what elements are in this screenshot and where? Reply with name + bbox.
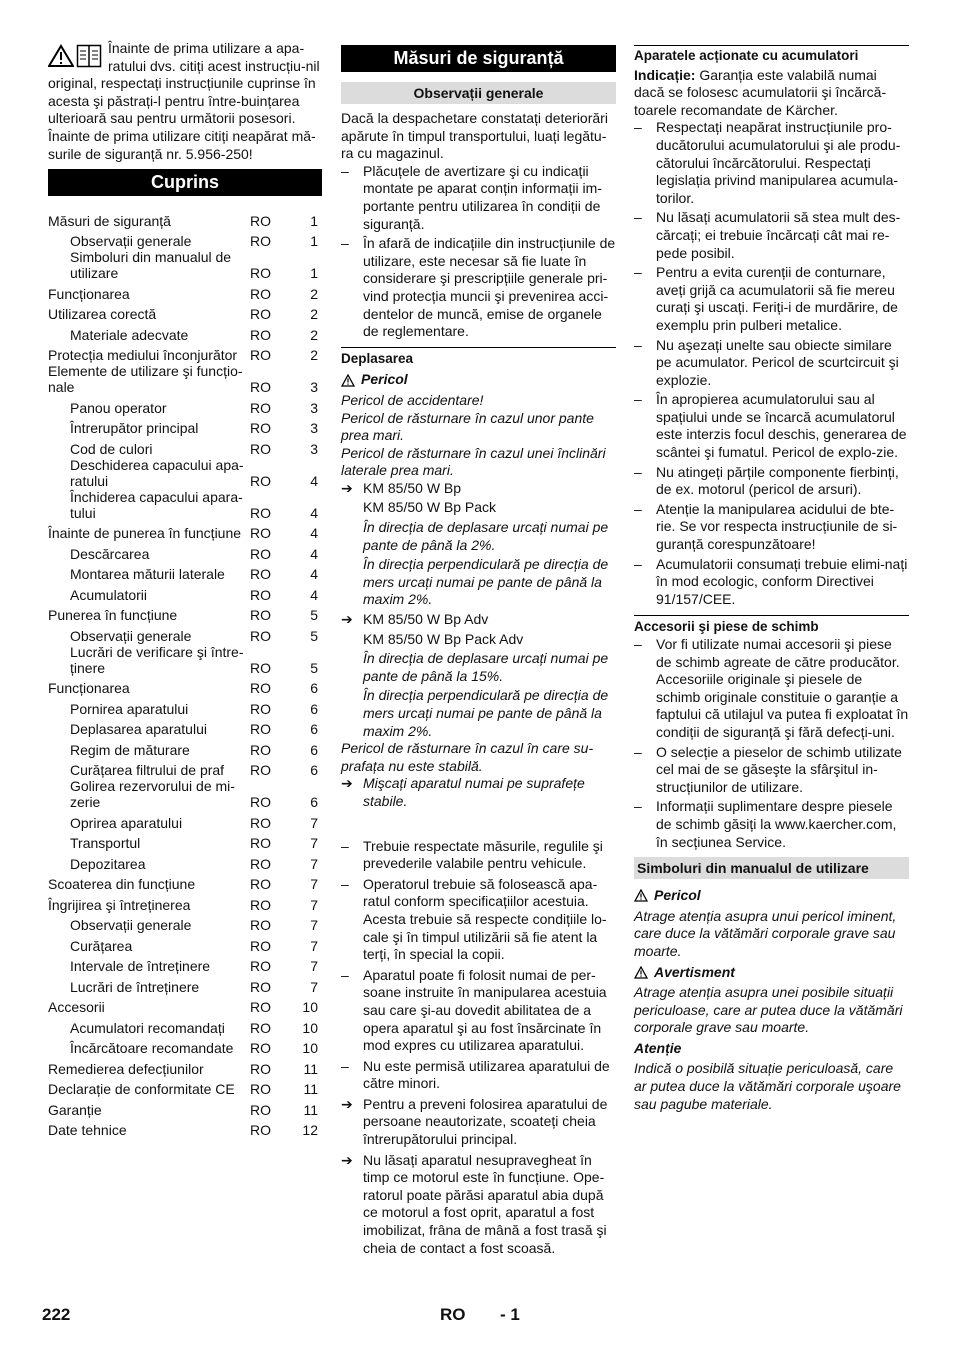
warning-triangle-icon	[634, 966, 648, 979]
travel-danger-label: Pericol	[361, 371, 408, 388]
toc-entry[interactable]	[48, 831, 322, 852]
danger-line: Pericol de răsturnare în cazul unei înclinări laterale prea mari.	[341, 444, 606, 479]
toc-entry[interactable]	[48, 1036, 322, 1057]
symbol-warning	[634, 964, 909, 982]
list-item: – Vor fi utilizate numai accesorii şi piese de schimb agreate de către producător. Accesoriile originale şi piesele de schimb originale constituie o garanție a faptului că utilajul va putea fi exploatat în condiții de siguranță şi fără defecți-uni.	[634, 636, 909, 740]
danger-triangle-icon	[341, 374, 355, 387]
toc-entry-title: Date tehnice	[48, 1122, 127, 1139]
symbols-heading: Simboluri din manualul de utilizare	[634, 857, 909, 879]
model-b-1: KM 85/50 W Bp Adv	[363, 611, 489, 628]
toc-entry-page: 6	[310, 700, 318, 717]
toc-entry-page: 7	[310, 917, 318, 934]
toc-entry[interactable]	[48, 933, 322, 954]
toc-entry-page: 1	[310, 265, 318, 282]
toc-entry[interactable]	[48, 208, 322, 229]
toc-entry-title: Transportul	[70, 835, 141, 852]
toc-entry[interactable]	[48, 281, 322, 302]
toc-entry-lang: RO	[250, 659, 271, 676]
dash-bullet: –	[634, 336, 642, 353]
toc-entry-page: 6	[310, 762, 318, 779]
symbol-caution-text: Indică o posibilă situație periculoasă, care ar putea duce la vătămări corporale uşoare sau pagube materiale.	[634, 1060, 901, 1112]
toc-entry-page: 4	[310, 586, 318, 603]
toc-entry-title: Utilizarea corectă	[48, 306, 157, 323]
toc-entry-lang: RO	[250, 1081, 271, 1098]
toc-entry-lang: RO	[250, 607, 271, 624]
intro-icons	[48, 44, 102, 68]
dash-bullet: –	[341, 837, 349, 854]
toc-entry-title: Panou operator	[70, 399, 167, 416]
toc-entry-lang: RO	[250, 545, 271, 562]
toc-entry-title: Scoaterea din funcțiune	[48, 876, 196, 893]
dash-bullet: –	[341, 235, 349, 252]
danger-line: Pericol de răsturnare în cazul unor pante prea mari.	[341, 409, 594, 444]
column-left	[48, 40, 322, 1138]
footer-section-page: - 1	[500, 1305, 520, 1324]
symbol-caution-label: Atenție	[634, 1039, 682, 1056]
toc-entry-page: 7	[310, 978, 318, 995]
toc-entry[interactable]	[48, 778, 322, 810]
toc-entry-page: 3	[310, 420, 318, 437]
toc-entry-title: Oprirea aparatului	[70, 814, 183, 831]
intro-text: Înainte de prima utilizare a apa-ratului dvs. citiți acest instrucțiu-nil original, respectați instrucțiunile cuprinse în acesta şi păstrați-l pentru între-buințarea ulterioară sau pentru următorii posesori.	[48, 40, 320, 127]
intro-block	[48, 40, 322, 163]
toc-entry-lang: RO	[250, 1019, 271, 1036]
general-paragraph: Dacă la despachetare constatați deteriorări apărute în timpul transportului, luați legătu-ra cu magazinul.	[341, 110, 608, 162]
toc-entry[interactable]	[48, 676, 322, 697]
toc-entry-lang: RO	[250, 265, 271, 282]
list-item: – Acumulatorii consumați trebuie elimi-nați în mod ecologic, conform Directivei 91/157/CEE.	[634, 555, 908, 607]
list-item: – Operatorul trebuie să folosească apa-ratul conform specificațiilor acestuia. Acesta trebuie să respecte condițiile lo-cale şi în timpul utilizării să fie atent la terți, în special la copii.	[341, 875, 607, 963]
column-middle	[341, 40, 616, 1257]
toc-entry-page: 10	[302, 1040, 318, 1057]
toc-entry-page: 7	[310, 896, 318, 913]
toc-entry-page: 2	[310, 326, 318, 343]
arrow-icon: ➔	[341, 775, 353, 792]
toc-entry[interactable]	[48, 322, 322, 343]
toc-entry-lang: RO	[250, 896, 271, 913]
model-b-2: KM 85/50 W Bp Pack Adv	[363, 630, 524, 647]
toc-entry-lang: RO	[250, 876, 271, 893]
dash-bullet: –	[634, 555, 642, 572]
list-item: – Aparatul poate fi folosit numai de per-soane instruite în manipularea acestuia sau care şi-au dovedit abilitatea de a opera aparatul şi au fost însărcinate în mod expres cu utilizarea aparatului.	[341, 966, 607, 1054]
model-a-note1: În direcția de deplasare urcați numai pe pante de până la 2%.	[363, 519, 609, 553]
toc-entry-lang: RO	[250, 212, 271, 229]
arrow-icon: ➔	[341, 611, 353, 628]
toc-entry-lang: RO	[250, 420, 271, 437]
model-a-note2: În direcția perpendiculară pe direcția de mers urcați numai pe pante de până la maxim 2%.	[363, 556, 609, 608]
dash-bullet: –	[341, 1057, 349, 1074]
toc-heading: Cuprins	[48, 169, 322, 196]
toc-entry-page: 6	[310, 680, 318, 697]
toc-entry-lang: RO	[250, 741, 271, 758]
list-item: – În afară de indicațiile din instrucțiunile de utilizare, este necesar să fie luate în considerare şi prescripțiile generale pri-vind protecția muncii şi prevenirea acci-dentelor de muncă, emise de organele de reglementare.	[341, 235, 616, 340]
column-right	[634, 40, 909, 1113]
toc-entry-lang: RO	[250, 917, 271, 934]
travel-section	[341, 347, 616, 1258]
toc-entry[interactable]	[48, 995, 322, 1016]
toc-entry[interactable]	[48, 623, 322, 644]
table-of-contents	[48, 208, 322, 1138]
toc-entry-title: Funcționarea	[48, 680, 130, 697]
toc-entry-page: 7	[310, 958, 318, 975]
toc-entry-lang: RO	[250, 233, 271, 250]
list-item: – Nu lăsați acumulatorii să stea mult des-cărcați; ei trebuie încărcați cât mai re-pede posibil.	[634, 209, 901, 261]
danger-line: Pericol de accidentare!	[341, 391, 484, 408]
symbol-warning-text: Atrage atenția asupra unei posibile situații periculoase, care ar putea duce la vătămări corporale grave sau moarte.	[634, 984, 903, 1036]
warning-triangle-icon	[48, 44, 74, 68]
list-item: – Trebuie respectate măsurile, regulile şi prevederile valabile pentru vehicule.	[341, 837, 603, 872]
toc-entry-page: 6	[310, 741, 318, 758]
general-list	[341, 163, 616, 341]
list-item: – Respectați neapărat instrucțiunile pro-ducătorului acumulatorului şi ale produ-cătorului încărcătorului. Respectați legislația privind manipularea acumula-torilor.	[634, 119, 901, 206]
toc-entry-lang: RO	[250, 525, 271, 542]
arrow-icon: ➔	[341, 1151, 353, 1168]
toc-entry-title: Simboluri din manualul de utilizare	[70, 249, 232, 282]
toc-entry[interactable]	[48, 457, 322, 489]
list-item: – Plăcuțele de avertizare şi cu indicații montate pe aparat conțin informații im-portante pentru utilizarea în condiții de siguranță.	[341, 162, 602, 232]
traffic-action-1: ➔ Pentru a preveni folosirea aparatului de persoane neautorizate, scoateți cheia întrerupătorului principal.	[341, 1095, 608, 1148]
toc-entry-lang: RO	[250, 700, 271, 717]
toc-entry[interactable]	[48, 954, 322, 975]
arrow-icon: ➔	[341, 479, 353, 496]
toc-entry-title: Remedierea defecțiunilor	[48, 1060, 204, 1077]
toc-entry-page: 4	[310, 504, 318, 521]
dash-bullet: –	[341, 966, 349, 983]
toc-entry[interactable]	[48, 249, 322, 281]
unstable-note: Pericol de răsturnare în cazul în care su-prafața nu este stabilă.	[341, 740, 594, 774]
toc-entry-page: 5	[310, 659, 318, 676]
toc-entry-title: Îngrijirea şi întreținerea	[48, 896, 191, 913]
toc-entry-title: Observații generale	[70, 627, 192, 644]
arrow-icon: ➔	[341, 1095, 353, 1112]
toc-entry[interactable]	[48, 436, 322, 457]
list-item: – Nu atingeți părțile componente fierbinți, de ex. motorul (pericol de arsuri).	[634, 463, 899, 498]
accessories-list	[634, 636, 909, 851]
toc-entry-title: Curățarea filtrului de praf	[70, 762, 225, 779]
toc-entry[interactable]	[48, 582, 322, 603]
toc-entry-lang: RO	[250, 978, 271, 995]
travel-danger	[341, 371, 616, 389]
toc-entry-lang: RO	[250, 586, 271, 603]
list-item: – O selecție a pieselor de schimb utilizate cel mai de se găseşte la sfârşitul in-strucțiunilor de utilizare.	[634, 743, 902, 795]
toc-entry-page: 1	[310, 212, 318, 229]
toc-entry[interactable]	[48, 892, 322, 913]
toc-entry-title: Observații generale	[70, 917, 192, 934]
toc-entry-page: 3	[310, 440, 318, 457]
model-b-note1: În direcția de deplasare urcați numai pe pante de până la 15%.	[363, 650, 609, 684]
toc-entry[interactable]	[48, 343, 322, 364]
dash-bullet: –	[634, 391, 642, 408]
toc-entry-page: 3	[310, 379, 318, 396]
list-item: – În apropierea acumulatorului sau al spațiului unde se încarcă acumulatorul este interzis focul deschis, generarea de scântei şi fumatul. Pericol de explo-zie.	[634, 391, 907, 461]
toc-entry[interactable]	[48, 758, 322, 779]
accessories-heading: Accesorii şi piese de schimb	[634, 619, 819, 635]
toc-entry-page: 2	[310, 285, 318, 302]
dash-bullet: –	[634, 209, 642, 226]
danger-triangle-icon	[634, 889, 648, 902]
toc-entry-lang: RO	[250, 814, 271, 831]
toc-entry[interactable]	[48, 717, 322, 738]
toc-entry-page: 7	[310, 855, 318, 872]
list-item: – Nu aşezați unelte sau obiecte similare pe acumulator. Pericol de scurtcircuit şi explozie.	[634, 336, 899, 388]
toc-entry-page: 4	[310, 472, 318, 489]
toc-entry-page: 3	[310, 399, 318, 416]
dash-bullet: –	[634, 798, 642, 815]
toc-entry-lang: RO	[250, 399, 271, 416]
toc-entry-title: Observații generale	[70, 233, 192, 250]
toc-entry[interactable]	[48, 810, 322, 831]
battery-list	[634, 119, 909, 608]
toc-entry-lang: RO	[250, 794, 271, 811]
toc-entry-page: 5	[310, 607, 318, 624]
symbol-danger	[634, 887, 909, 905]
toc-entry[interactable]	[48, 1118, 322, 1139]
toc-entry-title: Montarea măturii laterale	[70, 566, 225, 583]
dash-bullet: –	[341, 875, 349, 892]
toc-entry-page: 5	[310, 627, 318, 644]
toc-entry-page: 4	[310, 525, 318, 542]
toc-entry-lang: RO	[250, 999, 271, 1016]
toc-entry-title: Acumulatorii	[70, 586, 148, 603]
toc-entry-lang: RO	[250, 1060, 271, 1077]
toc-entry-lang: RO	[250, 958, 271, 975]
toc-entry-title: Deschiderea capacului apa-ratului	[70, 456, 244, 489]
toc-entry[interactable]	[48, 1015, 322, 1036]
symbol-danger-label: Pericol	[654, 887, 701, 904]
toc-entry-lang: RO	[250, 1101, 271, 1118]
toc-entry-title: Înainte de punerea în funcțiune	[48, 525, 242, 542]
toc-entry-page: 4	[310, 545, 318, 562]
toc-entry[interactable]	[48, 696, 322, 717]
toc-entry-lang: RO	[250, 379, 271, 396]
toc-entry-title: Descărcarea	[70, 545, 150, 562]
traffic-action-2: ➔ Nu lăsați aparatul nesupravegheat în timp ce motorul este în funcțiune. Ope-ratorul poate părăsi aparatul abia după ce motorul a fost oprit, aparatul a fost imobilizat, frâna de mână a fost trasă şi cheia de contact a fost scoasă.	[341, 1151, 607, 1256]
toc-entry-title: Deplasarea aparatului	[70, 721, 207, 738]
toc-entry-title: Elemente de utilizare şi funcțio-nale	[48, 363, 243, 396]
toc-entry[interactable]	[48, 1056, 322, 1077]
toc-entry-lang: RO	[250, 1040, 271, 1057]
toc-entry-page: 7	[310, 814, 318, 831]
toc-entry-title: Intervale de întreținere	[70, 958, 211, 975]
toc-entry-page: 4	[310, 566, 318, 583]
toc-entry-lang: RO	[250, 721, 271, 738]
toc-entry[interactable]	[48, 521, 322, 542]
toc-entry-title: Materiale adecvate	[70, 326, 189, 343]
dash-bullet: –	[634, 264, 642, 281]
toc-entry-lang: RO	[250, 306, 271, 323]
toc-entry[interactable]	[48, 416, 322, 437]
toc-entry[interactable]	[48, 302, 322, 323]
toc-entry-page: 2	[310, 347, 318, 364]
toc-entry-lang: RO	[250, 680, 271, 697]
toc-entry-lang: RO	[250, 326, 271, 343]
page-number: 222	[42, 1305, 71, 1324]
toc-entry-lang: RO	[250, 472, 271, 489]
toc-entry[interactable]	[48, 562, 322, 583]
toc-entry-lang: RO	[250, 504, 271, 521]
toc-entry-title: Funcționarea	[48, 285, 130, 302]
toc-entry-lang: RO	[250, 440, 271, 457]
toc-entry-page: 7	[310, 937, 318, 954]
toc-entry-page: 11	[303, 1060, 318, 1077]
toc-entry-lang: RO	[250, 347, 271, 364]
toc-entry-lang: RO	[250, 855, 271, 872]
toc-entry-title: Lucrări de întreținere	[70, 978, 200, 995]
dash-bullet: –	[634, 636, 642, 652]
safety-heading: Măsuri de siguranță	[341, 45, 616, 72]
unstable-action: ➔ Mişcați aparatul numai pe suprafețe stabile.	[341, 775, 585, 809]
footer-lang: RO	[440, 1305, 466, 1324]
general-heading: Observații generale	[341, 82, 616, 104]
toc-entry-page: 7	[310, 835, 318, 852]
toc-entry[interactable]	[48, 395, 322, 416]
list-item: – Informații suplimentare despre piesele de schimb găsiți la www.kaercher.com, în secțiunea Service.	[634, 798, 897, 850]
dash-bullet: –	[634, 463, 642, 480]
dash-bullet: –	[341, 162, 349, 179]
toc-entry-title: Lucrări de verificare şi între-ținere	[70, 643, 244, 676]
toc-entry[interactable]	[48, 541, 322, 562]
toc-entry-page: 7	[310, 876, 318, 893]
toc-entry-lang: RO	[250, 1122, 271, 1139]
battery-note: Indicație: Garanția este valabilă numai dacă se folosesc acumulatorii şi încărcă-toarele recomandate de Kärcher.	[634, 66, 887, 118]
toc-entry-title: Depozitarea	[70, 855, 146, 872]
toc-entry-title: Golirea rezervorului de mi-zerie	[70, 778, 235, 811]
toc-entry-lang: RO	[250, 627, 271, 644]
toc-entry-title: Protecția mediului înconjurător	[48, 347, 238, 364]
travel-heading: Deplasarea	[341, 350, 414, 366]
toc-entry-page: 2	[310, 306, 318, 323]
toc-entry[interactable]	[48, 603, 322, 624]
toc-entry-title: Închiderea capacului apara-tului	[70, 488, 243, 521]
model-a-2: KM 85/50 W Bp Pack	[363, 499, 497, 516]
toc-entry[interactable]	[48, 1097, 322, 1118]
toc-entry-title: Cod de culori	[70, 440, 153, 457]
toc-entry-lang: RO	[250, 937, 271, 954]
toc-entry-title: Garanție	[48, 1101, 102, 1118]
toc-entry-title: Încărcătoare recomandate	[70, 1040, 234, 1057]
intro-safety-note: Înainte de prima utilizare citiți neapărat mă-surile de siguranță nr. 5.956-250!	[48, 127, 316, 162]
toc-entry-title: Întrerupător principal	[70, 420, 199, 437]
battery-heading: Aparatele acționate cu acumulatori	[634, 48, 859, 63]
list-item: – Atenție la manipularea acidului de bte-rie. Se vor respecta instrucțiunile de si-guranță corespunzătoare!	[634, 500, 898, 553]
toc-entry-title: Pornirea aparatului	[70, 700, 189, 717]
toc-entry-lang: RO	[250, 835, 271, 852]
toc-entry-title: Declarație de conformitate CE	[48, 1081, 235, 1098]
toc-entry[interactable]	[48, 1077, 322, 1098]
toc-entry[interactable]	[48, 644, 322, 676]
toc-entry-page: 6	[310, 721, 318, 738]
toc-entry[interactable]	[48, 913, 322, 934]
toc-entry[interactable]	[48, 974, 322, 995]
toc-entry-title: Măsuri de siguranță	[48, 212, 171, 229]
toc-entry-title: Curățarea	[70, 937, 133, 954]
toc-entry-page: 6	[310, 794, 318, 811]
toc-entry[interactable]	[48, 229, 322, 250]
model-a	[341, 480, 616, 609]
battery-section	[634, 45, 909, 608]
toc-entry-lang: RO	[250, 566, 271, 583]
toc-entry[interactable]	[48, 872, 322, 893]
list-item: – Nu este permisă utilizarea aparatului de către minori.	[341, 1057, 610, 1092]
toc-entry-lang: RO	[250, 762, 271, 779]
toc-entry[interactable]	[48, 851, 322, 872]
toc-entry[interactable]	[48, 363, 322, 395]
travel-danger-lines	[341, 392, 616, 480]
toc-entry-lang: RO	[250, 285, 271, 302]
model-a-1: KM 85/50 W Bp	[363, 479, 462, 496]
toc-entry-page: 11	[303, 1081, 318, 1098]
toc-entry-title: Punerea în funcțiune	[48, 607, 178, 624]
toc-entry[interactable]	[48, 737, 322, 758]
toc-entry-title: Regim de măturare	[70, 741, 190, 758]
toc-entry-title: Acumulatori recomandați	[70, 1019, 225, 1036]
toc-entry-page: 1	[310, 233, 318, 250]
model-b	[341, 611, 616, 740]
symbol-danger-text: Atrage atenția asupra unui pericol iminent, care duce la vătămări corporale grave sau moarte.	[634, 907, 897, 959]
manual-book-icon	[76, 44, 102, 68]
dash-bullet: –	[634, 743, 642, 760]
accessories-section	[634, 615, 909, 851]
dash-bullet: –	[634, 119, 642, 136]
toc-entry-page: 11	[303, 1101, 318, 1118]
list-item: – Pentru a evita curenții de conturnare, aveți grijă ca acumulatorii să fie mereu curați şi uscați. Feriți-i de murdărire, de exemplu prin pulberi metalice.	[634, 264, 898, 333]
model-b-note2: În direcția perpendiculară pe direcția de mers urcați numai pe pante de până la maxim 2%.	[363, 687, 609, 739]
toc-entry-title: Accesorii	[48, 999, 105, 1016]
symbol-warning-label: Avertisment	[654, 963, 735, 980]
toc-entry-page: 10	[302, 999, 318, 1016]
toc-entry-page: 12	[302, 1122, 318, 1139]
toc-entry[interactable]	[48, 489, 322, 521]
traffic-list	[341, 838, 616, 1093]
dash-bullet: –	[634, 500, 642, 517]
toc-entry-page: 10	[302, 1019, 318, 1036]
